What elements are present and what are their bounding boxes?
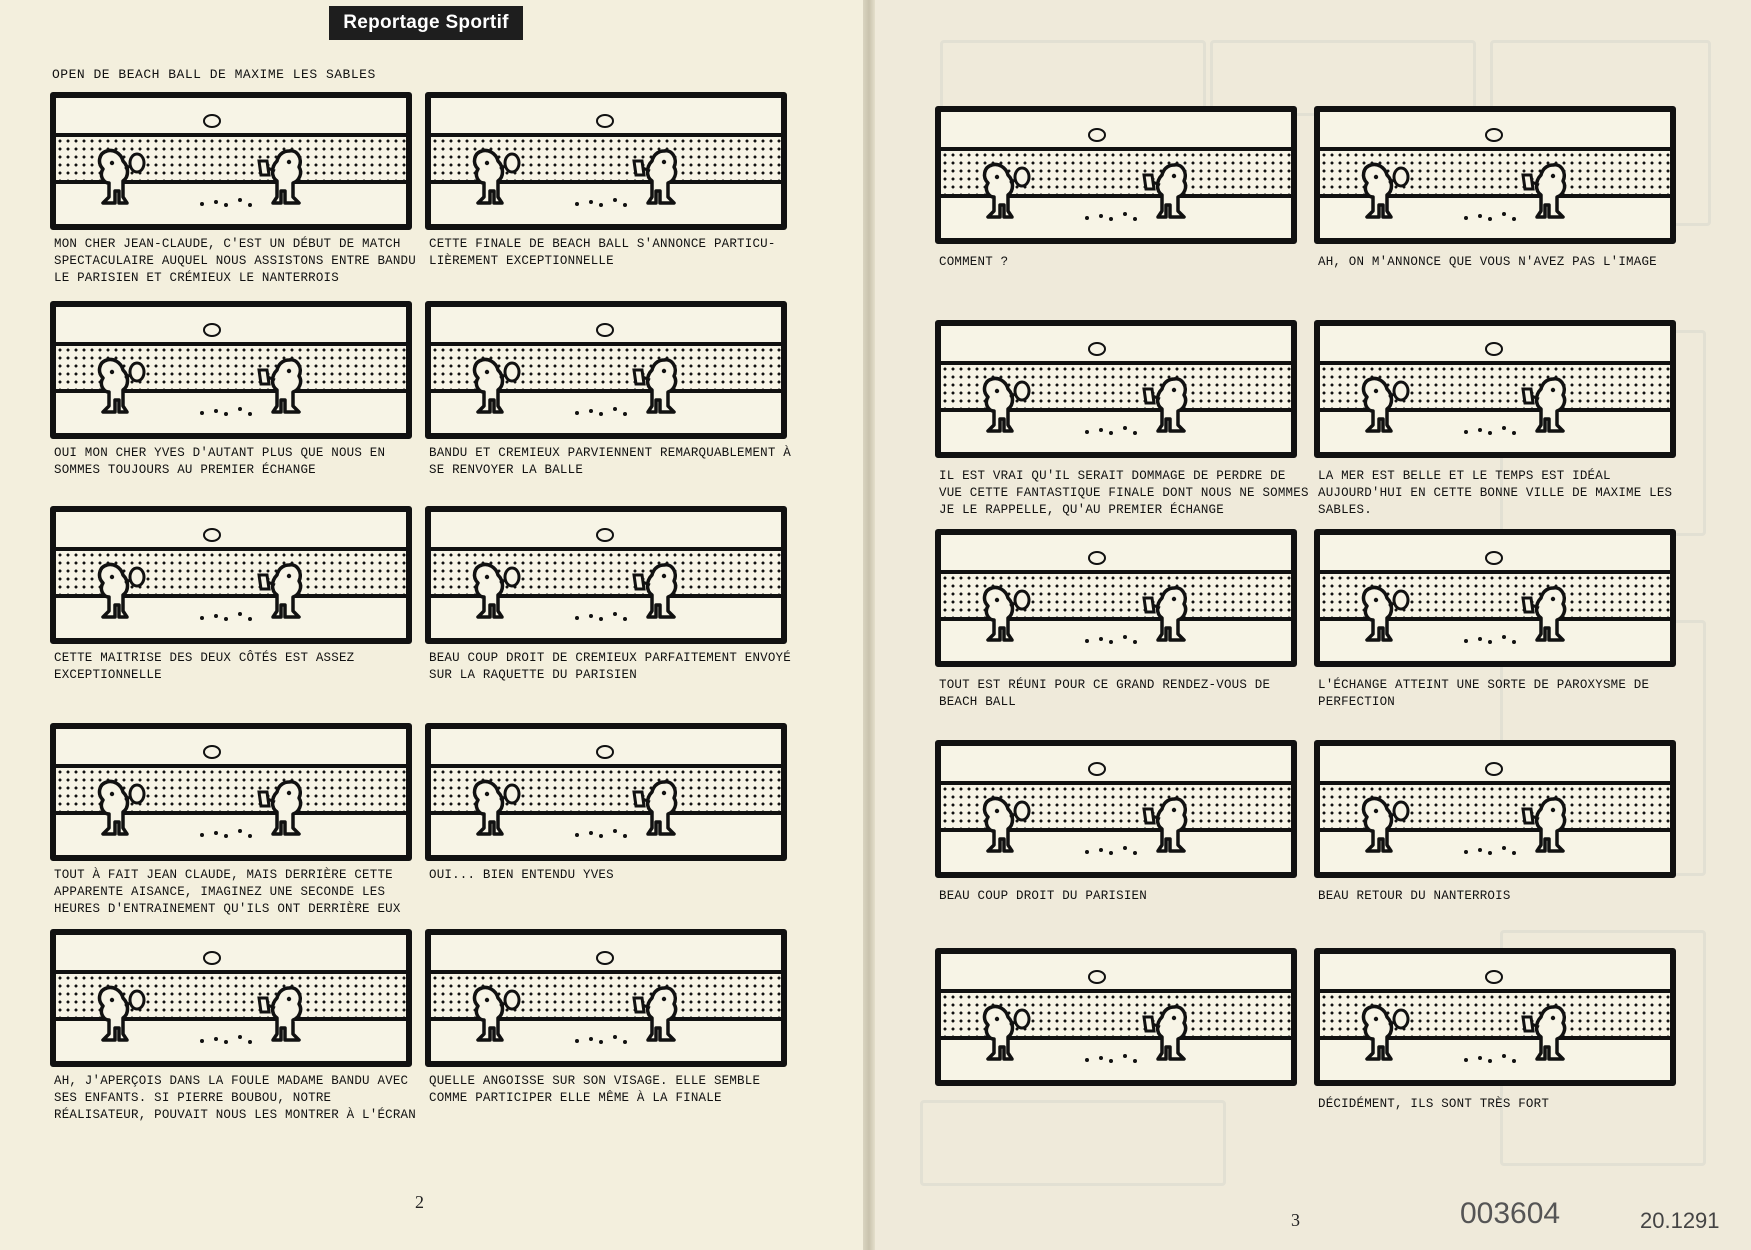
sand-marks-icon [196, 821, 256, 841]
right-panel-5 [935, 529, 1297, 667]
player-left-icon [470, 561, 516, 623]
player-right-icon [259, 984, 305, 1046]
player-left-icon [980, 795, 1026, 857]
ball-icon [596, 323, 614, 337]
player-right-icon [1523, 795, 1569, 857]
player-right-icon [259, 778, 305, 840]
strip-title: OPEN DE BEACH BALL DE MAXIME LES SABLES [52, 67, 376, 82]
left-caption-9: AH, J'APERÇOIS DANS LA FOULE MADAME BANDU AVEC SES ENFANTS. SI PIERRE BOUBOU, NOTRE RÉALISATEUR, POUVAIT NOUS LES MONTRER À L'ÉCRAN [54, 1074, 416, 1122]
ball-icon [1088, 970, 1106, 984]
left-panel-1 [50, 92, 412, 230]
sand-marks-icon [571, 1027, 631, 1047]
player-left-icon [980, 1003, 1026, 1065]
left-panel-6 [425, 506, 787, 644]
left-panel-5 [50, 506, 412, 644]
book-spine [863, 0, 875, 1250]
sand-marks-icon [1460, 1046, 1520, 1066]
sand-marks-icon [1460, 204, 1520, 224]
left-panel-8 [425, 723, 787, 861]
right-panel-1 [935, 106, 1297, 244]
player-right-icon [1144, 161, 1190, 223]
right-caption-1: COMMENT ? [939, 255, 1009, 269]
ball-icon [1088, 128, 1106, 142]
player-right-icon [259, 561, 305, 623]
left-panel-4 [425, 301, 787, 439]
left-panel-2 [425, 92, 787, 230]
ball-icon [203, 745, 221, 759]
ball-icon [1485, 762, 1503, 776]
archive-stamp-number: 003604 [1460, 1197, 1561, 1230]
player-left-icon [1359, 584, 1405, 646]
player-left-icon [95, 561, 141, 623]
ball-icon [1088, 762, 1106, 776]
right-caption-6: L'ÉCHANGE ATTEINT UNE SORTE DE PAROXYSME DE PERFECTION [1318, 678, 1650, 709]
ball-icon [596, 951, 614, 965]
ball-icon [203, 114, 221, 128]
ball-icon [1485, 970, 1503, 984]
player-left-icon [95, 984, 141, 1046]
player-right-icon [1144, 795, 1190, 857]
sand-marks-icon [196, 399, 256, 419]
player-right-icon [1144, 1003, 1190, 1065]
player-left-icon [470, 147, 516, 209]
sand-marks-icon [1081, 204, 1141, 224]
right-caption-3: IL EST VRAI QU'IL SERAIT DOMMAGE DE PERDRE DE VUE CETTE FANTASTIQUE FINALE DONT NOUS NE SOMMES JE LE RAPPELLE, QU'AU PREMIER ÉCHANGE [939, 469, 1309, 517]
left-panel-10 [425, 929, 787, 1067]
right-panel-4 [1314, 320, 1676, 458]
player-left-icon [1359, 161, 1405, 223]
right-caption-5: TOUT EST RÉUNI POUR CE GRAND RENDEZ-VOUS DE BEACH BALL [939, 678, 1271, 709]
player-right-icon [1523, 375, 1569, 437]
right-panel-9 [935, 948, 1297, 1086]
player-left-icon [980, 161, 1026, 223]
player-right-icon [259, 147, 305, 209]
sand-marks-icon [1081, 418, 1141, 438]
player-right-icon [634, 778, 680, 840]
ball-icon [203, 528, 221, 542]
sand-marks-icon [571, 821, 631, 841]
left-caption-3: OUI MON CHER YVES D'AUTANT PLUS QUE NOUS EN SOMMES TOUJOURS AU PREMIER ÉCHANGE [54, 446, 386, 477]
right-panel-10 [1314, 948, 1676, 1086]
ball-icon [1485, 551, 1503, 565]
sand-marks-icon [571, 604, 631, 624]
left-caption-1: MON CHER JEAN-CLAUDE, C'EST UN DÉBUT DE MATCH SPECTACULAIRE AUQUEL NOUS ASSISTONS ENTRE BANDU LE PARISIEN ET CRÉMIEUX LE NANTERROIS [54, 237, 416, 285]
ball-icon [203, 323, 221, 337]
section-badge: Reportage Sportif [329, 6, 523, 40]
player-left-icon [470, 778, 516, 840]
right-caption-4: LA MER EST BELLE ET LE TEMPS EST IDÉAL AUJOURD'HUI EN CETTE BONNE VILLE DE MAXIME LES SABLES. [1318, 469, 1673, 517]
archive-stamp-date: 20.1291 [1640, 1208, 1720, 1233]
left-caption-6: BEAU COUP DROIT DE CREMIEUX PARFAITEMENT ENVOYÉ SUR LA RAQUETTE DU PARISIEN [429, 651, 791, 682]
right-caption-8: BEAU RETOUR DU NANTERROIS [1318, 889, 1511, 903]
sand-marks-icon [1460, 418, 1520, 438]
right-panel-7 [935, 740, 1297, 878]
sand-marks-icon [571, 190, 631, 210]
ball-icon [596, 114, 614, 128]
sand-marks-icon [1081, 627, 1141, 647]
sand-marks-icon [1460, 627, 1520, 647]
right-caption-7: BEAU COUP DROIT DU PARISIEN [939, 889, 1147, 903]
left-panel-7 [50, 723, 412, 861]
sand-marks-icon [1081, 838, 1141, 858]
left-caption-5: CETTE MAITRISE DES DEUX CÔTÉS EST ASSEZ EXCEPTIONNELLE [54, 651, 355, 682]
player-right-icon [1523, 1003, 1569, 1065]
player-right-icon [1144, 584, 1190, 646]
player-left-icon [95, 356, 141, 418]
right-panel-3 [935, 320, 1297, 458]
player-left-icon [470, 984, 516, 1046]
left-panel-3 [50, 301, 412, 439]
player-right-icon [634, 356, 680, 418]
player-left-icon [1359, 1003, 1405, 1065]
ball-icon [1485, 128, 1503, 142]
ball-icon [1088, 342, 1106, 356]
ball-icon [596, 745, 614, 759]
left-caption-7: TOUT À FAIT JEAN CLAUDE, MAIS DERRIÈRE CETTE APPARENTE AISANCE, IMAGINEZ UNE SECONDE LES HEURES D'ENTRAINEMENT QU'ILS ONT DERRIÈRE EUX [54, 868, 401, 916]
sand-marks-icon [196, 604, 256, 624]
left-caption-8: OUI... BIEN ENTENDU YVES [429, 868, 614, 882]
sand-marks-icon [1081, 1046, 1141, 1066]
player-left-icon [95, 778, 141, 840]
left-caption-10: QUELLE ANGOISSE SUR SON VISAGE. ELLE SEMBLE COMME PARTICIPER ELLE MÊME À LA FINALE [429, 1074, 761, 1105]
page-number-right: 3 [1291, 1210, 1300, 1230]
player-left-icon [980, 375, 1026, 437]
sand-marks-icon [1460, 838, 1520, 858]
ball-icon [203, 951, 221, 965]
sand-marks-icon [196, 1027, 256, 1047]
right-caption-10: DÉCIDÉMENT, ILS SONT TRÈS FORT [1318, 1097, 1550, 1111]
sand-marks-icon [571, 399, 631, 419]
player-left-icon [470, 356, 516, 418]
ball-icon [596, 528, 614, 542]
left-caption-4: BANDU ET CREMIEUX PARVIENNENT REMARQUABLEMENT À SE RENVOYER LA BALLE [429, 446, 791, 477]
ball-icon [1088, 551, 1106, 565]
ball-icon [1485, 342, 1503, 356]
player-left-icon [1359, 375, 1405, 437]
sand-marks-icon [196, 190, 256, 210]
player-left-icon [95, 147, 141, 209]
right-panel-6 [1314, 529, 1676, 667]
player-left-icon [1359, 795, 1405, 857]
player-right-icon [634, 147, 680, 209]
left-panel-9 [50, 929, 412, 1067]
player-right-icon [1144, 375, 1190, 437]
right-panel-2 [1314, 106, 1676, 244]
left-caption-2: CETTE FINALE DE BEACH BALL S'ANNONCE PARTICU-LIÈREMENT EXCEPTIONNELLE [429, 237, 776, 268]
player-right-icon [259, 356, 305, 418]
page-number-left: 2 [415, 1192, 424, 1212]
player-right-icon [1523, 161, 1569, 223]
player-right-icon [1523, 584, 1569, 646]
right-caption-2: AH, ON M'ANNONCE QUE VOUS N'AVEZ PAS L'IMAGE [1318, 255, 1657, 269]
player-left-icon [980, 584, 1026, 646]
player-right-icon [634, 984, 680, 1046]
right-panel-8 [1314, 740, 1676, 878]
player-right-icon [634, 561, 680, 623]
